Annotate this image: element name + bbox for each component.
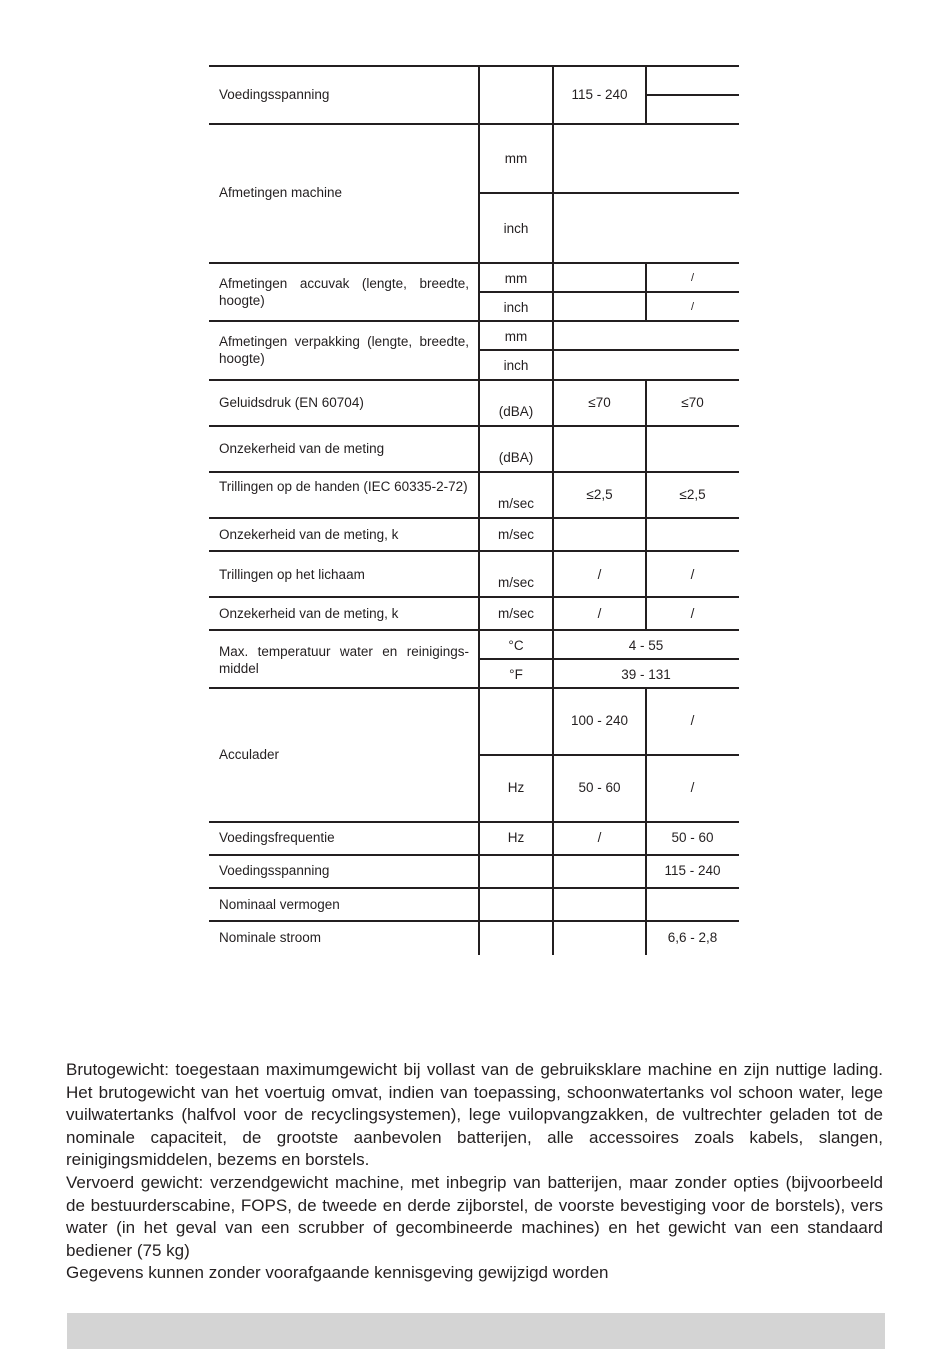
- table-rule: [209, 550, 739, 552]
- row-label-onzekerheid: Onzekerheid van de meting: [219, 441, 385, 456]
- row-label-afmetingen-accuvak: Afmetingen accuvak (lengte, breedte, hoogte): [219, 276, 469, 308]
- value-cell: 50 - 60: [578, 780, 621, 795]
- spec-table: [209, 65, 739, 955]
- table-rule: [479, 658, 739, 660]
- table-rule: [645, 379, 647, 629]
- value-cell: /: [690, 780, 695, 795]
- row-label-nominaal-vermogen: Nominaal vermogen: [219, 897, 340, 912]
- value-cell: /: [690, 272, 695, 284]
- unit-cell: Hz: [507, 830, 525, 845]
- row-label-max-temperatuur: Max. temperatuur water en reinigings-middel: [219, 644, 469, 676]
- row-label-voedingsspanning: Voedingsspanning: [219, 87, 330, 102]
- unit-cell: Hz: [507, 780, 525, 795]
- table-rule: [209, 629, 739, 631]
- row-label-onzekerheid-k: Onzekerheid van de meting, k: [219, 527, 399, 542]
- value-cell: 100 - 240: [570, 713, 629, 728]
- table-rule: [479, 291, 739, 293]
- unit-cell: inch: [503, 358, 529, 373]
- unit-cell: (dBA): [498, 404, 534, 419]
- unit-cell: mm: [504, 151, 528, 166]
- value-cell: ≤2,5: [679, 487, 706, 502]
- value-cell: /: [690, 301, 695, 313]
- note-disclaimer: Gegevens kunnen zonder voorafgaande kennisgeving gewijzigd worden: [66, 1263, 609, 1283]
- table-rule: [479, 192, 739, 194]
- value-cell: 39 - 131: [621, 667, 671, 682]
- unit-cell: inch: [503, 300, 529, 315]
- row-label-voedingsfrequentie: Voedingsfrequentie: [219, 830, 335, 845]
- table-rule: [209, 854, 739, 856]
- table-rule: [209, 471, 739, 473]
- value-cell: /: [597, 830, 602, 845]
- value-cell: 115 - 240: [664, 863, 721, 878]
- value-cell: /: [690, 606, 695, 621]
- note-brutogewicht: Brutogewicht: toegestaan maximumgewicht bij vollast van de gebruiksklare machine en zijn nuttige lading. Het brutogewicht van het voertuig omvat, indien van toepassing, schoonwatertanks vol schoon water, lege vuilwatertanks (halfvol voor de recyclingsystemen), lege vuilopvangzakken, de vultrechter geladen tot de nominale capaciteit, de grootste aanbevolen batterijen, alle accessoires zoals kabels, slangen, reinigingsmiddelen, bezems en borstels.: [66, 1060, 883, 1170]
- unit-cell: m/sec: [497, 496, 534, 511]
- table-rule: [209, 821, 739, 823]
- table-rule: [209, 887, 739, 889]
- value-cell: /: [690, 567, 695, 582]
- notes: [66, 1059, 883, 1285]
- unit-cell: mm: [504, 329, 528, 344]
- row-label-trillingen-lichaam: Trillingen op het lichaam: [219, 567, 365, 582]
- table-rule: [479, 349, 739, 351]
- value-cell: ≤70: [588, 395, 611, 410]
- row-label-geluidsdruk: Geluidsdruk (EN 60704): [219, 395, 364, 410]
- note-vervoerd-gewicht: Vervoerd gewicht: verzendgewicht machine, met inbegrip van batterijen, maar zonder opties (bijvoorbeeld de bestuurderscabine, FOPS, de tweede en derde zijborstel, de voorste bevestiging voor de borstels), vers water (in het geval van een scrubber of gecombineerde machines) en het gewicht van een standaard bediener (75 kg): [66, 1172, 883, 1260]
- table-rule: [209, 320, 739, 322]
- unit-cell: m/sec: [497, 575, 534, 590]
- table-rule: [209, 920, 739, 922]
- row-label-voedingsspanning: Voedingsspanning: [219, 863, 330, 878]
- table-rule: [209, 65, 739, 67]
- value-cell: 4 - 55: [628, 638, 664, 653]
- table-rule: [209, 687, 739, 689]
- value-cell: /: [690, 713, 695, 728]
- row-label-onzekerheid-k: Onzekerheid van de meting, k: [219, 606, 399, 621]
- table-rule: [479, 754, 739, 756]
- value-cell: /: [597, 567, 602, 582]
- footer-bar: [67, 1313, 885, 1349]
- value-cell: 6,6 - 2,8: [667, 930, 718, 945]
- value-cell: ≤70: [681, 395, 704, 410]
- row-label-nominale-stroom: Nominale stroom: [219, 930, 322, 945]
- table-rule: [209, 123, 739, 125]
- row-label-afmetingen-machine: Afmetingen machine: [219, 185, 343, 200]
- value-cell: ≤2,5: [586, 487, 613, 502]
- table-rule: [209, 517, 739, 519]
- row-label-trillingen-handen: Trillingen op de handen (IEC 60335-2-72): [219, 479, 468, 494]
- unit-cell: m/sec: [497, 606, 534, 621]
- table-rule: [209, 425, 739, 427]
- value-cell: 50 - 60: [671, 830, 714, 845]
- value-cell: /: [597, 606, 602, 621]
- table-rule: [209, 596, 739, 598]
- unit-cell: inch: [503, 221, 529, 236]
- table-rule: [209, 379, 739, 381]
- unit-cell: m/sec: [497, 527, 534, 542]
- table-rule: [209, 262, 739, 264]
- value-cell: 115 - 240: [571, 87, 628, 102]
- table-rule: [646, 94, 739, 96]
- row-label-afmetingen-verpakking: Afmetingen verpakking (lengte, breedte, hoogte): [219, 334, 469, 366]
- unit-cell: (dBA): [498, 450, 534, 465]
- unit-cell: mm: [504, 271, 528, 286]
- row-label-acculader: Acculader: [219, 747, 280, 762]
- unit-cell: °F: [509, 667, 523, 682]
- unit-cell: °C: [508, 638, 524, 653]
